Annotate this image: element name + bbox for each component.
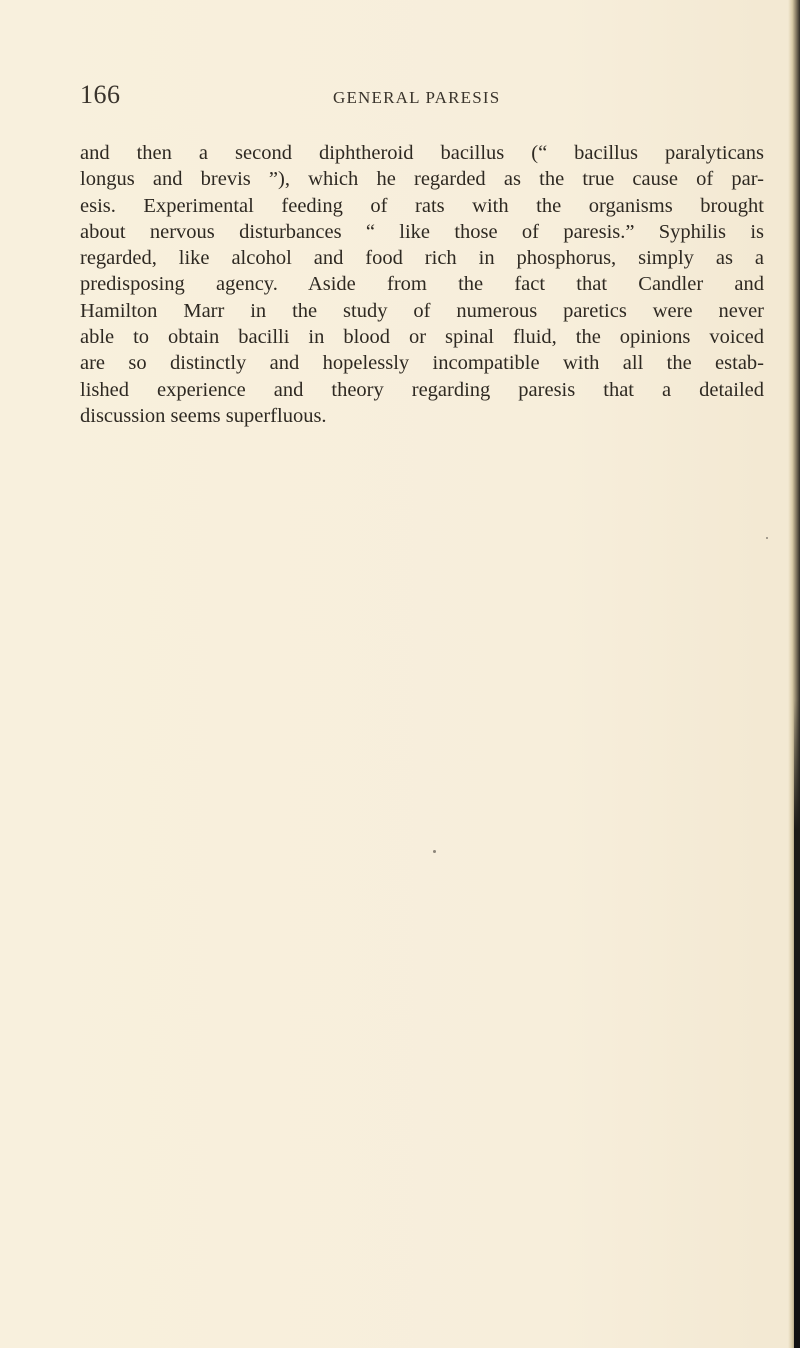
text-line: predisposing agency. Aside from the fact that Candler and [80, 273, 764, 296]
paper-speck [433, 850, 436, 853]
page-header [80, 80, 764, 116]
text-line: are so distinctly and hopelessly incompatible with all the estab- [80, 352, 764, 375]
page-number: 166 [80, 80, 121, 109]
text-line: Hamilton Marr in the study of numerous paretics were never [80, 299, 764, 322]
running-head: GENERAL PARESIS [333, 88, 501, 107]
text-line: able to obtain bacilli in blood or spinal fluid, the opinions voiced [80, 326, 764, 349]
text-line: about nervous disturbances “ like those of paresis.” Syphilis is [80, 220, 764, 243]
paper-speck [766, 537, 768, 539]
text-line: longus and brevis ”), which he regarded as the true cause of par- [80, 168, 764, 191]
text-line: lished experience and theory regarding paresis that a detailed [80, 378, 764, 401]
text-line: esis. Experimental feeding of rats with the organisms brought [80, 194, 764, 217]
binding-edge [794, 700, 800, 1348]
text-line: discussion seems superfluous. [80, 404, 327, 427]
body-paragraph [80, 140, 764, 429]
text-line: and then a second diphtheroid bacillus (“ bacillus paralyticans [80, 142, 764, 164]
text-line: regarded, like alcohol and food rich in phosphorus, simply as a [80, 247, 764, 270]
